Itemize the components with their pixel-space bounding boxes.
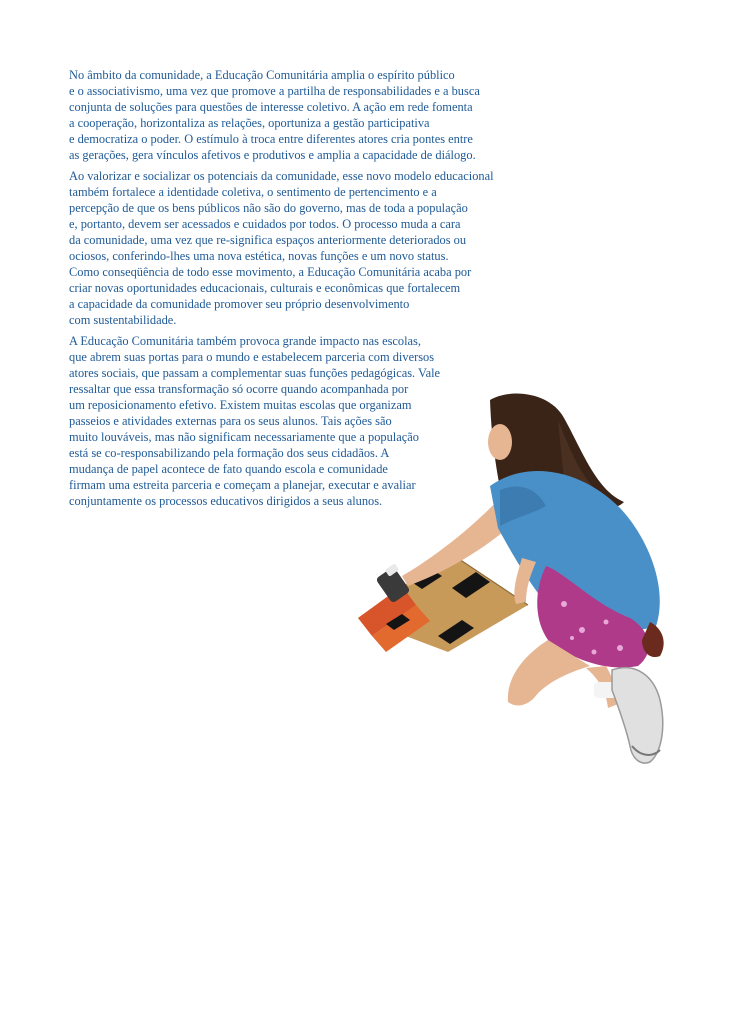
face-icon xyxy=(488,424,512,460)
text-line: Ao valorizar e socializar os potenciais da comunidade, esse novo modelo educacional xyxy=(69,168,494,183)
sneaker-icon xyxy=(612,668,663,763)
text-line: mudança de papel acontece de fato quando escola e comunidade xyxy=(69,462,388,477)
text-line: conjuntamente os processos educativos dirigidos a seus alunos. xyxy=(69,494,383,509)
text-line: e, portanto, devem ser acessados e cuidados por todos. O processo muda a cara xyxy=(69,216,461,231)
paragraph-2 xyxy=(69,168,539,329)
text-line: criar novas oportunidades educacionais, culturais e econômicas que fortalecem xyxy=(69,281,461,296)
text-line: A Educação Comunitária também provoca grande impacto nas escolas, xyxy=(69,333,421,348)
text-line: percepção de que os bens públicos não são do governo, mas de toda a população xyxy=(69,200,468,215)
text-line: as gerações, gera vínculos afetivos e produtivos e amplia a capacidade de diálogo. xyxy=(69,148,476,163)
text-line: No âmbito da comunidade, a Educação Comunitária amplia o espírito público xyxy=(69,68,455,82)
text-line: ociosos, conferindo-lhes uma nova estética, novas funções e um novo status. xyxy=(69,249,449,264)
text-line: muito louváveis, mas não significam necessariamente que a população xyxy=(69,430,419,445)
girl-painting-illustration xyxy=(350,390,690,770)
text-line: a cooperação, horizontaliza as relações, oportuniza a gestão participativa xyxy=(69,116,430,131)
text-line: da comunidade, uma vez que re-significa espaços anteriormente deteriorados ou xyxy=(69,232,467,247)
text-line: ressaltar que essa transformação só ocorre quando acompanhada por xyxy=(69,381,409,396)
text-line: e o associativismo, uma vez que promove a partilha de responsabilidades e a busca xyxy=(69,84,480,99)
girl-painting-board-photo xyxy=(350,390,690,770)
text-line: conjunta de soluções para questões de interesse coletivo. A ação em rede fomenta xyxy=(69,100,473,115)
text-line: a capacidade da comunidade promover seu próprio desenvolvimento xyxy=(69,297,410,312)
text-line: está se co-responsabilizando pela formação dos seus cidadãos. A xyxy=(69,446,390,461)
text-line: Como conseqüência de todo esse movimento, a Educação Comunitária acaba por xyxy=(69,265,472,280)
text-line: passeios e atividades externas para os seus alunos. Tais ações são xyxy=(69,413,392,428)
text-line: que abrem suas portas para o mundo e estabelecem parceria com diversos xyxy=(69,349,435,364)
text-line: firmam uma estreita parceria e começam a planejar, executar e avaliar xyxy=(69,478,416,493)
text-line: atores sociais, que passam a complementar suas funções pedagógicas. Vale xyxy=(69,365,441,380)
text-line: com sustentabilidade. xyxy=(69,313,177,328)
paragraph-1 xyxy=(69,67,539,164)
text-line: um reposicionamento efetivo. Existem muitas escolas que organizam xyxy=(69,397,412,412)
text-line: também fortalece a identidade coletiva, o sentimento de pertencimento e a xyxy=(69,184,437,199)
text-line: e democratiza o poder. O estímulo à troca entre diferentes atores cria pontes entre xyxy=(69,132,473,147)
